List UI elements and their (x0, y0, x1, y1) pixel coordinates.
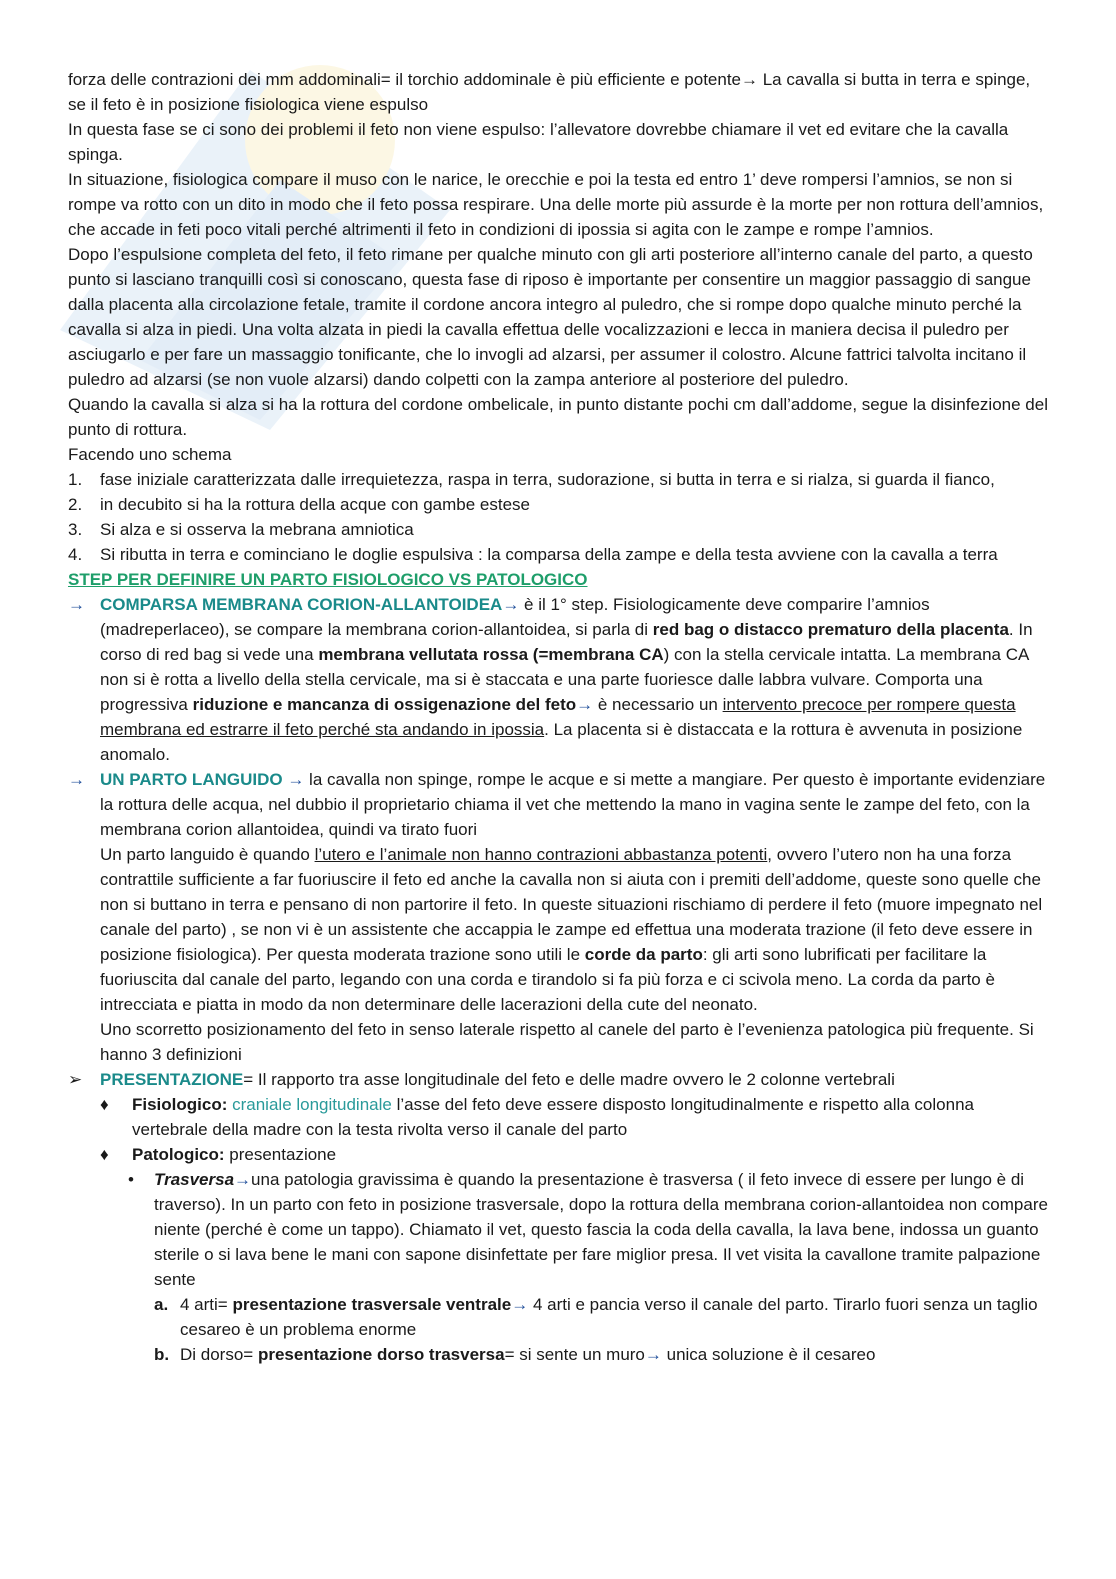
arrow-icon: → (234, 1170, 252, 1189)
list-item (68, 467, 1048, 492)
list-item-fisiologico: ♦ Fisiologico: craniale longitudinale l’asse del feto deve essere disposto longitudinalmente e rispetto alla colonna vertebrale della madre con la testa rivolta verso il canale del parto (68, 1092, 1048, 1142)
arrow-icon: → (287, 770, 305, 789)
paragraph-problems: In questa fase se ci sono dei problemi il feto non viene espulso: l’allevatore dovrebbe chiamare il vet ed evitare che la cavalla spinga. (68, 120, 1009, 164)
arrow-icon: → (511, 1295, 529, 1314)
document-body (68, 67, 1048, 1367)
list-item-a: a. 4 arti= presentazione trasversale ventrale→ 4 arti e pancia verso il canale del parto. Tirarlo fuori senza un taglio cesareo è un problema enorme (68, 1292, 1048, 1342)
list-letter: b. (154, 1345, 170, 1364)
arrow-icon: → (68, 770, 85, 789)
bullet-arrowhead-icon: ➢ (68, 1070, 83, 1089)
list-text: Si ributta in terra e cominciano le doglie espulsiva : la comparsa della zampe e della testa avviene con la cavalla a terra (100, 545, 998, 564)
list-number: 1. (68, 470, 83, 489)
arrow-icon: → (502, 595, 520, 614)
section-parto-languido: → UN PARTO LANGUIDO → la cavalla non spinge, rompe le acque e si mette a mangiare. Per questo è importante evidenziare la rottura delle acqua, nel dubbio il proprietario chiama il vet che mettendo la mano in vagina sente le zampe del feto, con la membrana corion allantoidea, quindi va tirato fuori Un parto languido è quando l’utero e l’animale non hanno contrazioni abbastanza potenti, ovvero l’utero non ha una forza contrattile sufficiente a far fuoriuscire il feto ed anche la cavalla non si aiuta con i premiti dell’addome, queste sono quelle che non si buttano in terra e pensano di non partorire il feto. In queste situazioni rischiamo di perdere il feto (muore impegnato nel canale del parto) , se non vi è un assistente che accappia le zampe ed effettua una moderata trazione (il feto deve essere in posizione fisiologica). Per questa moderata trazione sono utili le corde da parto: gli arti sono lubrificati per facilitare la fuoriuscita dal canale del parto, legando con una corda e tirandolo si fa più forza e ci scivola meno. La corda da parto è intrecciata e piatta in modo da non determinare delle lacerazioni della cute del neonato. Uno scorretto posizionamento del feto in senso laterale rispetto al canele del parto è l’evenienza patologica più frequente. Si hanno 3 definizioni (68, 767, 1048, 1067)
list-item-trasversa: • Trasversa→una patologia gravissima è quando la presentazione è trasversa ( il feto invece di essere per lungo è di traverso). In un parto con feto in posizione trasversale, dopo la rottura della membrana corion-allantoidea non compare niente (perché è come un tappo). Chiamato il vet, questo fascia la coda della cavalla, la lava bene, indossa un guanto sterile o si lava bene le mani con sapone disinfettate per fare miglior presa. Il vet visita la cavallone tramite palpazione sente (68, 1167, 1048, 1292)
section-title: COMPARSA MEMBRANA CORION-ALLANTOIDEA (100, 595, 503, 614)
section-title: UN PARTO LANGUIDO (100, 770, 288, 789)
paragraph-contractions: forza delle contrazioni dei mm addominali= il torchio addominale è più efficiente e potente→ La cavalla si butta in terra e spinge, se il feto è in posizione fisiologica viene espulso (68, 70, 1031, 114)
list-number: 2. (68, 495, 83, 514)
section-corion-allantoidea: → COMPARSA MEMBRANA CORION-ALLANTOIDEA→ è il 1° step. Fisiologicamente deve comparire l’amnios (madreperlaceo), se compare la membrana corion-allantoidea, si parla di red bag o distacco prematuro della placenta. In corso di red bag si vede una membrana vellutata rossa (=membrana CA) con la stella cervicale intatta. La membrana CA non si è rotta a livello della stella cervicale, ma si è staccata e una parte fuoriesce dalle labbra vulvare. Comporta una progressiva riduzione e mancanza di ossigenazione del feto→ è necessario un intervento precoce per rompere questa membrana ed estrarre il feto perché sta andando in ipossia. La placenta si è distaccata e la rottura è avvenuta in posizione anomalo. (68, 592, 1048, 767)
paragraph-amnios: In situazione, fisiologica compare il muso con le narice, le orecchie e poi la testa ed entro 1’ deve rompersi l’amnios, se non si rompe va rotto con un dito in modo che il feto possa respirare. Una delle morte più assurde è la morte per non rottura dell’amnios, che accade in feti poco vitali perché altrimenti il feto in condizioni di ipossia si agita con le zampe e rompe l’amnios. (68, 170, 1044, 239)
list-text: fase iniziale caratterizzata dalle irrequietezza, raspa in terra, sudorazione, si butta in terra e si rialza, si guarda il fianco, (100, 470, 995, 489)
section-heading: STEP PER DEFINIRE UN PARTO FISIOLOGICO VS PATOLOGICO (68, 570, 588, 589)
arrow-icon: → (644, 1345, 662, 1364)
section-presentazione: ➢ PRESENTAZIONE= Il rapporto tra asse longitudinale del feto e delle madre ovvero le 2 colonne vertebrali (68, 1067, 1048, 1092)
diamond-bullet-icon: ♦ (100, 1095, 109, 1114)
list-number: 4. (68, 545, 83, 564)
paragraph-schema-intro: Facendo uno schema (68, 445, 232, 464)
section-title: PRESENTAZIONE (100, 1070, 244, 1089)
list-item (68, 542, 1048, 567)
list-text: in decubito si ha la rottura della acque con gambe estese (100, 495, 530, 514)
dot-bullet-icon: • (128, 1170, 134, 1189)
arrow-icon: → (68, 595, 85, 614)
list-letter: a. (154, 1295, 169, 1314)
paragraph-after-expulsion: Dopo l’espulsione completa del feto, il feto rimane per qualche minuto con gli arti posteriore all’interno canale del parto, a questo punto si lasciano tranquilli così si conoscano, questa fase di riposo è importante per consentire un maggior passaggio di sangue dalla placenta alla circolazione fetale, tramite il cordone ancora integro al puledro, che si rompe dopo qualche minuto perché la cavalla si alza in piedi. Una volta alzata in piedi la cavalla effettua delle vocalizzazioni e lecca in maniera decisa il puledro per asciugarlo e per fare un massaggio tonificante, che lo invogli ad alzarsi, per assumer il colostro. Alcune fattrici talvolta incitano il puledro ad alzarsi (se non vuole alzarsi) dando colpetti con la zampa anteriore al posteriore del puledro. (68, 245, 1033, 389)
list-item (68, 517, 1048, 542)
list-text: Si alza e si osserva la mebrana amniotica (100, 520, 414, 539)
list-item-patologico: ♦ Patologico: presentazione (68, 1142, 1048, 1167)
arrow-icon: → (576, 695, 594, 714)
diamond-bullet-icon: ♦ (100, 1145, 109, 1164)
paragraph-umbilical-cord: Quando la cavalla si alza si ha la rottura del cordone ombelicale, in punto distante pochi cm dall’addome, segue la disinfezione del punto di rottura. (68, 395, 1048, 439)
list-item-b: b. Di dorso= presentazione dorso trasversa= si sente un muro→ unica soluzione è il cesareo (68, 1342, 1048, 1367)
list-item (68, 492, 1048, 517)
list-number: 3. (68, 520, 83, 539)
